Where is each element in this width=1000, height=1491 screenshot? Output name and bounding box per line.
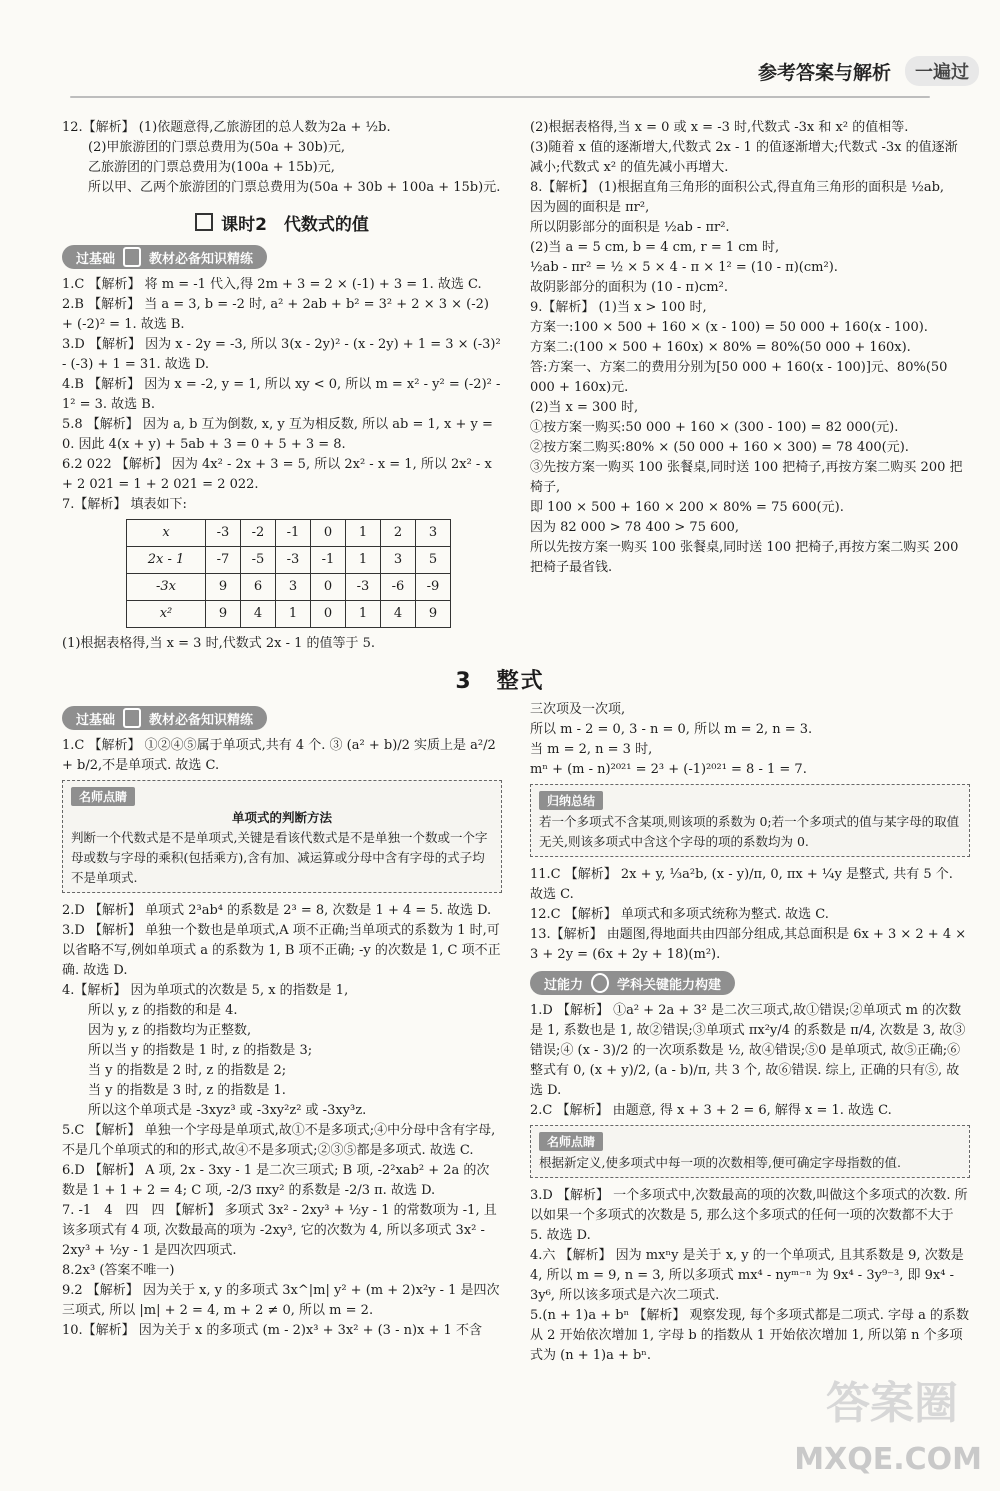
tip-box — [530, 784, 970, 857]
answer-item: 10.【解析】 因为关于 x 的多项式 (m - 2)x³ + 3x² + (3 - n)x + 1 不含 — [62, 1323, 482, 1338]
answer-item: ③先按方案一购买 100 张餐桌,同时送 100 把椅子,再按方案二购买 200 把椅子, — [530, 460, 963, 495]
answer-item: 1.C 【解析】 ①②④⑤属于单项式,共有 4 个. ③ (a² + b)/2 实质上是 a²/2 + b/2,不是单项式. 故选 C. — [62, 738, 500, 773]
answer-item: 三次项及一次项, — [530, 702, 626, 717]
answer-item: ①按方案一购买:50 000 + 160 × (300 - 100) = 82 000(元). — [530, 420, 899, 435]
answer-item: 所以先按方案一购买 100 张餐桌,同时送 100 把椅子,再按方案二购买 200 把椅子最省钱. — [530, 540, 963, 575]
answer-item: 7. -1 4 四 四 【解析】 多项式 3x² - 2xy³ + ½y - 1 的常数项为 -1, 且该多项式有 4 项, 次数最高的项为 -2xy³, 它的次数为 4, 所以多项式 3x² - 2xy³ + ½y - 1 是四次四项式. — [62, 1203, 497, 1258]
tip-body: 若一个多项式不含某项,则该项的系数为 0;若一个多项式的值与某字母的取值无关,则该多项式中含这个字母的项的系数均为 0. — [539, 814, 960, 849]
answer-item: 6.D 【解析】 A 项, 2x - 3xy - 1 是二次三项式; B 项, -2²xab² + 2a 的次数是 1 + 1 + 2 = 4; C 项, -2/3 πxy² 的系数是 -2/3 π. 故选 D. — [62, 1163, 490, 1198]
answer-item: 方案二:(100 × 500 + 160x) × 80% = 80%(50 000 + 160x). — [530, 340, 911, 355]
table-cell: 3 — [276, 574, 311, 601]
table-cell: 1 — [346, 601, 381, 628]
table-cell: -3 — [276, 547, 311, 574]
answer-item: 所以当 y 的指数是 1 时, z 的指数是 3; — [88, 1043, 313, 1058]
answer-item: 11.C 【解析】 2x + y, ⅓a²b, (x - y)/π, 0, πx + ¼y 是整式, 共有 5 个. 故选 C. — [530, 867, 958, 902]
answer-item: 13.【解析】 由题图,得地面共由四部分组成,其总面积是 6x + 3 × 2 + 4 × 3 + 2y = (6x + 2y + 18)(m²). — [530, 927, 971, 962]
answer-item: 即 100 × 500 + 160 × 200 × 80% = 75 600(元). — [530, 500, 844, 515]
table-cell: -2 — [241, 520, 276, 547]
header-title: 参考答案与解析 — [758, 62, 892, 84]
medal-icon — [591, 973, 609, 993]
answer-item: 8.【解析】 (1)根据直角三角形的面积公式,得直角三角形的面积是 ½ab, — [530, 180, 945, 195]
book-icon — [123, 247, 141, 267]
answer-item: 4.【解析】 因为单项式的次数是 5, x 的指数是 1, — [62, 983, 349, 998]
table-cell: -9 — [416, 574, 451, 601]
answer-item: 5.(n + 1)a + bⁿ 【解析】 观察发现, 每个多项式都是二项式. 字母 a 的系数从 2 开始依次增加 1, 字母 b 的指数从 1 开始依次增加 1, 所以第 n 个多项式为 (n + 1)a + bⁿ. — [530, 1308, 970, 1363]
answer-item: 7.【解析】 填表如下: — [62, 497, 187, 512]
table-cell: -1 — [276, 520, 311, 547]
q12-line: 所以甲、乙两个旅游团的门票总费用为(50a + 30b + 100a + 15b)元. — [88, 180, 501, 195]
table-cell: 0 — [311, 520, 346, 547]
table-cell: x — [127, 520, 206, 547]
table-cell: -5 — [241, 547, 276, 574]
answer-item: 因为 82 000 > 78 400 > 75 600, — [530, 520, 740, 535]
section-label: 过基础 — [76, 712, 116, 728]
section-banner-ability — [530, 971, 970, 995]
answer-item: 方案一:100 × 500 + 160 × (x - 100) = 50 000 + 160(x - 100). — [530, 320, 928, 335]
answer-item: (3)随着 x 值的逐渐增大,代数式 2x - 1 的值逐渐增大;代数式 -3x 的值逐渐减小;代数式 x² 的值先减小再增大. — [530, 140, 958, 175]
table-cell: 4 — [381, 601, 416, 628]
book-icon — [123, 708, 141, 728]
tip-heading: 名师点睛 — [539, 1132, 603, 1151]
table-row — [127, 547, 451, 574]
header-rule — [70, 96, 930, 98]
section-sublabel: 学科关键能力构建 — [617, 977, 722, 993]
answer-item: 3.D 【解析】 一个多项式中,次数最高的项的次数,叫做这个多项式的次数. 所以如果一个多项式的次数是 5, 那么这个多项式的任何一项的次数都不大于 5. 故选 D. — [530, 1188, 968, 1243]
answer-item: 所以这个单项式是 -3xyz³ 或 -3xy²z² 或 -3xy³z. — [88, 1103, 367, 1118]
table-cell: 0 — [311, 574, 346, 601]
right-column-lower — [530, 700, 970, 1366]
tip-heading: 归纳总结 — [539, 791, 603, 810]
table-cell: -3 — [346, 574, 381, 601]
answer-item: mⁿ + (m - n)²⁰²¹ = 2³ + (-1)²⁰²¹ = 8 - 1 = 7. — [530, 762, 807, 777]
left-column-lower — [62, 700, 502, 1341]
lesson-title — [62, 210, 502, 235]
answer-item: 9.2 【解析】 因为关于 x, y 的多项式 3x^|m| y² + (m + 2)x²y - 1 是四次三项式, 所以 |m| + 2 = 4, m + 2 ≠ 0, 所以 m = 2. — [62, 1283, 500, 1318]
answer-item: 所以 y, z 的指数的和是 4. — [88, 1003, 238, 1018]
table-cell: -3 — [206, 520, 241, 547]
table-cell: 2x - 1 — [127, 547, 206, 574]
section-label: 过能力 — [544, 977, 584, 993]
answer-item: 当 m = 2, n = 3 时, — [530, 742, 653, 757]
section-banner-basic — [62, 245, 502, 269]
page-header — [0, 0, 1000, 100]
section-label: 过基础 — [76, 251, 116, 267]
q12-line: 12.【解析】 (1)依题意得,乙旅游团的总人数为2a + ½b. — [62, 120, 391, 135]
table-cell: -3x — [127, 574, 206, 601]
right-column-upper — [530, 118, 970, 578]
table-cell: 5 — [416, 547, 451, 574]
watermark-logo: 答案圈 — [826, 1378, 958, 1429]
tip-body: 判断一个代数式是不是单项式,关键是看该代数式是不是单独一个数或一个字母或数与字母的乘积(包括乘方),含有加、减运算或分母中含有字母的式子均不是单项式. — [71, 830, 488, 885]
answer-item: 2.B 【解析】 当 a = 3, b = -2 时, a² + 2ab + b² = 3² + 2 × 3 × (-2) + (-2)² = 1. 故选 B. — [62, 297, 494, 332]
table-row — [127, 601, 451, 628]
section-banner-basic — [62, 706, 502, 730]
table-cell: 1 — [346, 520, 381, 547]
answer-item: 因为圆的面积是 πr², — [530, 200, 650, 215]
left-column-upper — [62, 118, 505, 654]
table-cell: 6 — [241, 574, 276, 601]
table-cell: 1 — [346, 547, 381, 574]
table-cell: 2 — [381, 520, 416, 547]
answer-item: 因为 y, z 的指数均为正整数, — [88, 1023, 252, 1038]
watermark: MXQE.COM — [794, 1442, 982, 1477]
table-row — [127, 574, 451, 601]
table-cell: -7 — [206, 547, 241, 574]
answer-item: 1.D 【解析】 ①a² + 2a + 3² 是二次三项式,故①错误;②单项式 m 的次数是 1, 系数也是 1, 故②错误;③单项式 πx²y/4 的系数是 π/4, 次数是 3, 故③错误;④ (x - 3)/2 的一次项系数是 ½, 故④错误;⑤0 是单项式, 故⑤正确;⑥整式有 0, (x + y)/2, (a - b)/π, 共 3 个, 故⑥错误. 综上, 正确的只有⑤, 故选 D. — [530, 1003, 966, 1098]
answer-item: (2)当 x = 300 时, — [530, 400, 639, 415]
answer-item: 6.2 022 【解析】 因为 4x² - 2x + 3 = 5, 所以 2x² - x = 1, 所以 2x² - x + 2 021 = 1 + 2 021 = 2 022. — [62, 457, 496, 492]
answer-item: 5.8 【解析】 因为 a, b 互为倒数, x, y 互为相反数, 所以 ab = 1, x + y = 0. 因此 4(x + y) + 5ab + 3 = 0 + 5 + 3 = 8. — [62, 417, 498, 452]
section-sublabel: 教材必备知识精练 — [149, 712, 254, 728]
tip-body: 根据新定义,使多项式中每一项的次数相等,便可确定字母指数的值. — [539, 1155, 901, 1170]
answer-item: 3.D 【解析】 因为 x - 2y = -3, 所以 3(x - 2y)² - (x - 2y) + 1 = 3 × (-3)² - (-3) + 1 = 31. 故选 D. — [62, 337, 505, 372]
answer-item: 所以 m - 2 = 0, 3 - n = 0, 所以 m = 2, n = 3. — [530, 722, 813, 737]
tip-title: 单项式的判断方法 — [231, 810, 332, 825]
answer-item: 9.【解析】 (1)当 x > 100 时, — [530, 300, 707, 315]
answer-item: 当 y 的指数是 2 时, z 的指数是 2; — [88, 1063, 287, 1078]
table-cell: 3 — [416, 520, 451, 547]
answer-item: 所以阴影部分的面积是 ½ab - πr². — [530, 220, 730, 235]
table-cell: 9 — [206, 601, 241, 628]
tip-heading: 名师点睛 — [71, 787, 135, 806]
table-cell: 9 — [416, 601, 451, 628]
table-cell: 0 — [311, 601, 346, 628]
answer-item: 3.D 【解析】 单独一个数也是单项式,A 项不正确;当单项式的系数为 1 时,可以省略不写,例如单项式 a 的系数为 1, B 项不正确; -y 的次数是 1, C 项不正确. 故选 D. — [62, 923, 501, 978]
table-row — [127, 520, 451, 547]
answer-item: ½ab - πr² = ½ × 5 × 4 - π × 1² = (10 - π)(cm²). — [530, 260, 838, 275]
table-cell: x² — [127, 601, 206, 628]
answer-item: 4.B 【解析】 因为 x = -2, y = 1, 所以 xy < 0, 所以 m = x² - y² = (-2)² - 1² = 3. 故选 B. — [62, 377, 505, 412]
answer-item: 12.C 【解析】 单项式和多项式统称为整式. 故选 C. — [530, 907, 829, 922]
answer-item: 当 y 的指数是 3 时, z 的指数是 1. — [88, 1083, 286, 1098]
value-table — [126, 519, 451, 628]
table-cell: -1 — [311, 547, 346, 574]
lesson-icon — [195, 213, 213, 231]
answer-item: (1)根据表格得,当 x = 3 时,代数式 2x - 1 的值等于 5. — [62, 636, 376, 651]
tip-box — [530, 1125, 970, 1178]
answer-item: 8.2x³ (答案不唯一) — [62, 1263, 175, 1278]
q12-line: (2)甲旅游团的门票总费用为(50a + 30b)元, — [88, 140, 346, 155]
table-cell: -6 — [381, 574, 416, 601]
lesson-title-text: 课时2 代数式的值 — [221, 215, 369, 235]
section-sublabel: 教材必备知识精练 — [149, 251, 254, 267]
answer-item: 答:方案一、方案二的费用分别为[50 000 + 160(x - 100)]元、80%(50 000 + 160x)元. — [530, 360, 952, 395]
header-brand: 一遍过 — [905, 56, 979, 86]
table-cell: 4 — [241, 601, 276, 628]
answer-item: (2)根据表格得,当 x = 0 或 x = -3 时,代数式 -3x 和 x² 的值相等. — [530, 120, 909, 135]
tip-box — [62, 780, 502, 893]
answer-item: 4.六 【解析】 因为 mxⁿy 是关于 x, y 的一个单项式, 且其系数是 9, 次数是 4, 所以 m = 9, n = 3, 所以多项式 mx⁴ - nyᵐ⁻ⁿ 为 9x⁴ - 3y⁹⁻³, 即 9x⁴ - 3y⁶, 所以该多项式是六次二项式. — [530, 1248, 968, 1303]
answer-item: 1.C 【解析】 将 m = -1 代入,得 2m + 3 = 2 × (-1) + 3 = 1. 故选 C. — [62, 277, 482, 292]
answer-item: 5.C 【解析】 单独一个字母是单项式,故①不是多项式;④中分母中含有字母,不是几个单项式的和的形式,故④不是多项式;②③⑤都是多项式. 故选 C. — [62, 1123, 496, 1158]
q12-line: 乙旅游团的门票总费用为(100a + 15b)元, — [88, 160, 335, 175]
answer-item: 2.D 【解析】 单项式 2³ab⁴ 的系数是 2³ = 8, 次数是 1 + 4 = 5. 故选 D. — [62, 903, 492, 918]
table-cell: 9 — [206, 574, 241, 601]
table-cell: 1 — [276, 601, 311, 628]
answer-item: ②按方案二购买:80% × (50 000 + 160 × 300) = 78 400(元). — [530, 440, 909, 455]
table-cell: 3 — [381, 547, 416, 574]
chapter-title: 3 整式 — [455, 669, 545, 694]
answer-item: (2)当 a = 5 cm, b = 4 cm, r = 1 cm 时, — [530, 240, 780, 255]
answer-item: 2.C 【解析】 由题意, 得 x + 3 + 2 = 6, 解得 x = 1. 故选 C. — [530, 1103, 892, 1118]
answer-item: 故阴影部分的面积为 (10 - π)cm². — [530, 280, 728, 295]
